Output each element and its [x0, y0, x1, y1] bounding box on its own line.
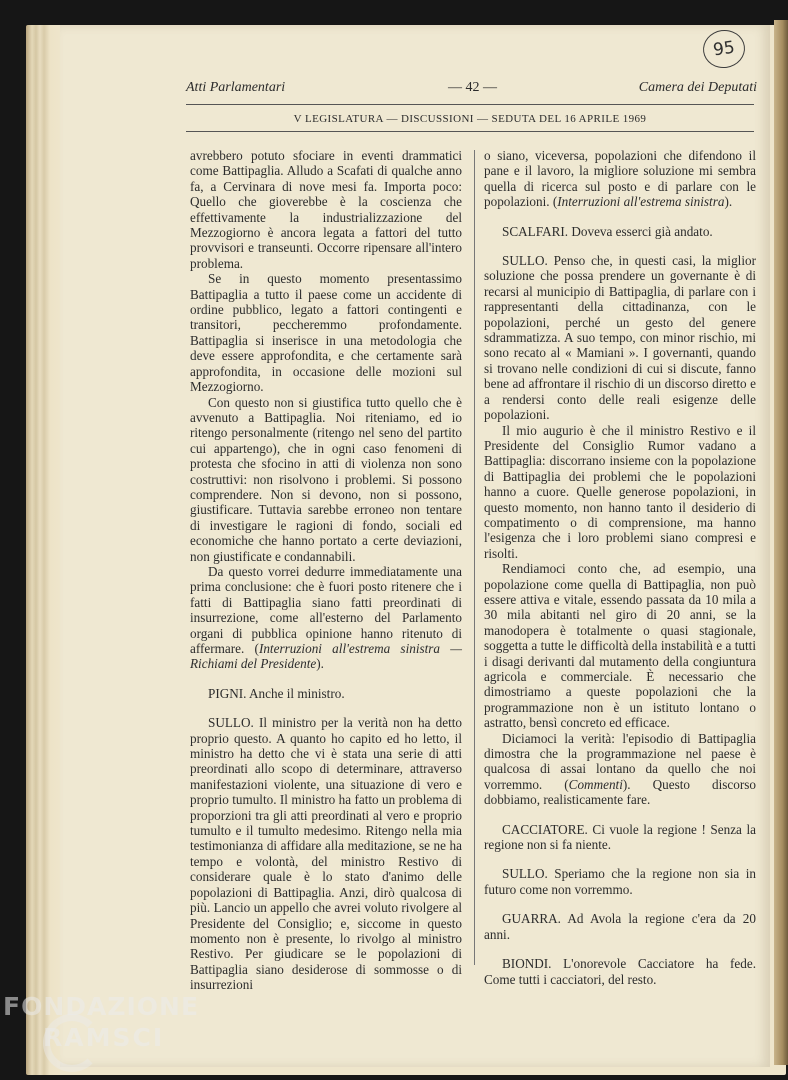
paragraph-text: Diciamoci la verità: l'episodio di Battipaglia dimostra che la programmazione nel paese è qualcosa di assai lontano da quello che noi vorremmo.	[484, 730, 756, 792]
page-edge	[774, 20, 788, 1065]
interjection: Commenti	[568, 776, 623, 792]
speech-paragraph: PIGNI. Anche il ministro.	[208, 685, 345, 701]
speech-paragraph: SULLO. Penso che, in questi casi, la miglior soluzione che possa prendere un governante è di recarsi al municipio di Battipaglia, di parlare con i rappresentanti della cittadinanza, con le popolazioni, perché un gesto del genere sdrammatizza. A suo tempo, con minor rischio, mi sono recato al « Mamiani ». I governanti, quando si trovano nelle condizioni di cui si discute, fanno bene ad affrontare il rischio di un discorso diretto e a rendersi conto delle reali esigenze delle popolazioni.	[484, 253, 756, 423]
paragraph: o siano, viceversa, popolazioni che difendono il pane e il lavoro, la migliore soluzione mi sembra quella di ricerca sul posto e di parlare con le popolazioni. (Interruzioni all'estrema sinistra).	[484, 148, 756, 210]
paragraph-text: Da questo vorrei dedurre immediatamente una prima conclusione: che è fuori posto ritenere che i fatti di Battipaglia siano fatti preordinati di insurrezione, come all'esterno del Parlamento organi di pubblica opinione hanno ritenuto di affermare.	[190, 563, 462, 656]
watermark-line1: FONDAZIONE	[3, 992, 200, 1021]
speech-paragraph: CACCIATORE. Ci vuole la regione ! Senza la regione non si fa niente.	[484, 821, 756, 853]
watermark-line2: RAMSCI	[43, 1023, 165, 1052]
paragraph: Con questo non si giustifica tutto quello che è avvenuto a Battipaglia. Noi riteniamo, ed io ritengo personalmente (ritengo nel seno del partito cui appartengo), che in ogni caso fenomeni di protesta che sfocino in atti di violenza non sono costruttivi: non risolvono i problemi. Si possono comprendere. Non si devono, non si possono, giustificare. Tuttavia sarebbe erroneo non tentare di investigare le ragioni di fondo, sociali ed economiche che hanno portato a certe deviazioni, non giustificate e condannabili.	[190, 394, 462, 564]
speech-paragraph: SULLO. Speriamo che la regione non sia in futuro come non vorremmo.	[484, 866, 756, 897]
gramsci-g-icon	[43, 1014, 101, 1072]
header-left: Atti Parlamentari	[186, 80, 286, 95]
page-header	[186, 80, 757, 100]
left-column	[190, 148, 462, 993]
paragraph: Da questo vorrei dedurre immediatamente una prima conclusione: che è fuori posto ritenere che i fatti di Battipaglia siano fatti preordinati di insurrezione, come all'esterno del Parlamento organi di pubblica opinione hanno ritenuto di affermare. (Interruzioni all'estrema sinistra — Richiami del Presidente).	[190, 563, 462, 672]
speech-paragraph: GUARRA. Ad Avola la regione c'era da 20 anni.	[484, 911, 756, 942]
subheader-rule	[186, 131, 754, 132]
watermark-logo	[3, 992, 199, 1052]
page-number-stamp: 95	[701, 27, 748, 70]
paragraph: Se in questo momento presentassimo Battipaglia a tutto il paese come un accidente di ordine pubblico, legato a fattori contingenti e transitori, peccheremmo profondamente. Battipaglia si inserisce in una metodologia che deve essere approfondita, e che certamente sarà approfondita, in occasione delle mozioni sul Mezzogiorno.	[190, 271, 462, 395]
paragraph-text: o siano, viceversa, popolazioni che difendono il pane e il lavoro, la migliore soluzione mi sembra quella di ricerca sul posto e di parlare con le popolazioni.	[484, 148, 756, 210]
column-divider	[474, 150, 475, 965]
header-page-number: — 42 —	[448, 80, 497, 95]
header-rule	[186, 104, 754, 105]
speech-paragraph: SULLO. Il ministro per la verità non ha detto proprio questo. A quanto ho capito ed ho letto, il ministro ha detto che vi è stata una serie di atti preordinati allo scopo di determinare, attraverso manifestazioni violente, una situazione di vero e proprio tumulto. Il ministro ha fatto un problema di proporzioni tra gli atti preordinati al vero e proprio tumulto e il tumulto medesimo. Ritengo nella mia testimonianza di affidare alla meditazione, se ne ha tempo e volontà, del ministro Restivo di considerare quale è lo stato d'animo delle popolazioni di Battipaglia. Anzi, dirò qualcosa di più. Lancio un appello che avrei voluto rivolgere al Presidente del Consiglio; e, siccome in questo momento non è presente, lo rivolgo al ministro Restivo. Per giudicare se le popolazioni di Battipaglia siano desiderose di sommosse o di insurrezioni	[190, 715, 462, 993]
interjection: Interruzioni all'estrema sinistra	[557, 194, 725, 210]
speech-paragraph: SCALFARI. Doveva esserci già andato.	[502, 223, 713, 239]
paragraph: Rendiamoci conto che, ad esempio, una popolazione come quella di Battipaglia, non può essere attiva e vitale, essendo passata da 10 mila a 30 mila abitanti nel giro di 20 anni, se la manodopera è totalmente o quasi stagionale, soggetta a tutte le difficoltà della instabilità e a tutti i disagi derivanti dal mutamento della congiuntura agricola e commerciale. È necessario che dimostriamo a queste popolazioni che la programmazione non è un istituto lontano o astratto, bensì concreto ed efficace.	[484, 561, 756, 731]
speech-paragraph: BIONDI. L'onorevole Cacciatore ha fede. Come tutti i cacciatori, del resto.	[484, 956, 756, 987]
interjection: Interruzioni all'estrema sinistra — Richiami del Presidente	[190, 641, 462, 672]
paragraph: Diciamoci la verità: l'episodio di Battipaglia dimostra che la programmazione nel paese è qualcosa di assai lontano da quello che noi vorremmo. (Commenti). Questo discorso dobbiamo, realisticamente fare.	[484, 730, 756, 808]
header-right: Camera dei Deputati	[638, 80, 757, 95]
session-subheader: V LEGISLATURA — DISCUSSIONI — SEDUTA DEL 16 APRILE 1969	[293, 113, 647, 125]
paragraph: avrebbero potuto sfociare in eventi drammatici come Battipaglia. Alludo a Scafati di qualche anno fa, a Cervinara di nove mesi fa. Importa poco: Quello che gioverebbe è la coscienza che effettivamente la industrializzazione del Mezzogiorno è ancora legata a fattori del tutto provvisori e transeunti. Occorre ripensare all'intero problema.	[190, 148, 462, 271]
right-column	[484, 148, 756, 987]
paragraph-text: Questo discorso dobbiamo, realisticamente fare.	[484, 776, 756, 808]
paragraph: Il mio augurio è che il ministro Restivo e il Presidente del Consiglio Rumor vadano a Battipaglia: discorrano insieme con la popolazione di Battipaglia dei problemi che le popolazioni hanno a cuore. Quelle generose popolazioni, in questo momento, non hanno tanto il desiderio di compatimento o di comprensione, ma hanno l'esigenza che i loro problemi siano compresi e risolti.	[484, 422, 756, 561]
